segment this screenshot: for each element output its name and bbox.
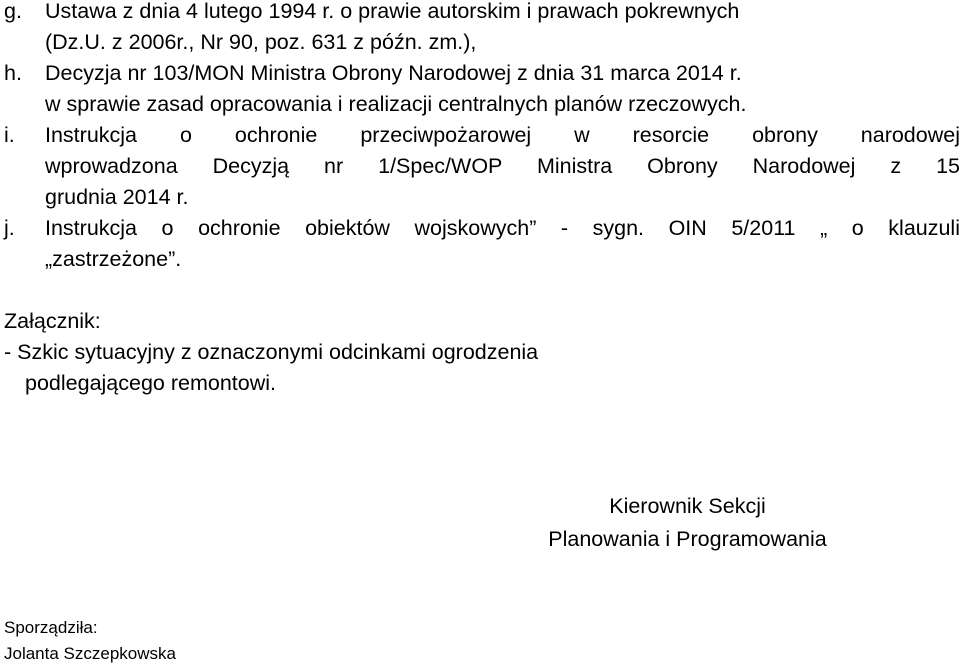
item-line: „zastrzeżone”.	[45, 247, 182, 271]
item-marker: g.	[4, 0, 22, 23]
attachments-section	[4, 306, 538, 399]
item-line: wprowadzona Decyzją nr 1/Spec/WOP Ministra Obrony Narodowej z 15	[45, 154, 960, 178]
legal-basis-item-h	[0, 58, 960, 120]
attachment-line-continued: podlegającego remontowi.	[25, 371, 276, 395]
prepared-by-name: Jolanta Szczepkowska	[4, 644, 176, 663]
item-marker: i.	[4, 123, 15, 147]
attachment-line: - Szkic sytuacyjny z oznaczonymi odcinkami ogrodzenia	[4, 340, 539, 364]
attachments-heading: Załącznik:	[4, 309, 101, 333]
item-marker: j.	[4, 216, 15, 240]
signature-block	[495, 490, 880, 556]
item-line: (Dz.U. z 2006r., Nr 90, poz. 631 z późn. zm.),	[45, 30, 477, 54]
item-line: Decyzja nr 103/MON Ministra Obrony Narodowej z dnia 31 marca 2014 r.	[45, 61, 742, 85]
item-line: w sprawie zasad opracowania i realizacji centralnych planów rzeczowych.	[45, 92, 747, 116]
legal-basis-item-j	[0, 213, 960, 275]
prepared-by-label: Sporządziła:	[4, 618, 98, 637]
signature-title: Kierownik Sekcji	[609, 494, 766, 518]
item-line: grudnia 2014 r.	[45, 185, 189, 209]
item-line: Instrukcja o ochronie przeciwpożarowej w resorcie obrony narodowej	[45, 123, 960, 147]
legal-basis-item-i	[0, 120, 960, 213]
item-marker: h.	[4, 61, 22, 85]
item-line: Ustawa z dnia 4 lutego 1994 r. o prawie autorskim i prawach pokrewnych	[45, 0, 740, 23]
item-line: Instrukcja o ochronie obiektów wojskowych” - sygn. OIN 5/2011 „ o klauzuli	[45, 216, 960, 240]
prepared-by-block	[4, 615, 176, 667]
signature-department: Planowania i Programowania	[548, 527, 827, 551]
legal-basis-item-g	[0, 0, 960, 58]
